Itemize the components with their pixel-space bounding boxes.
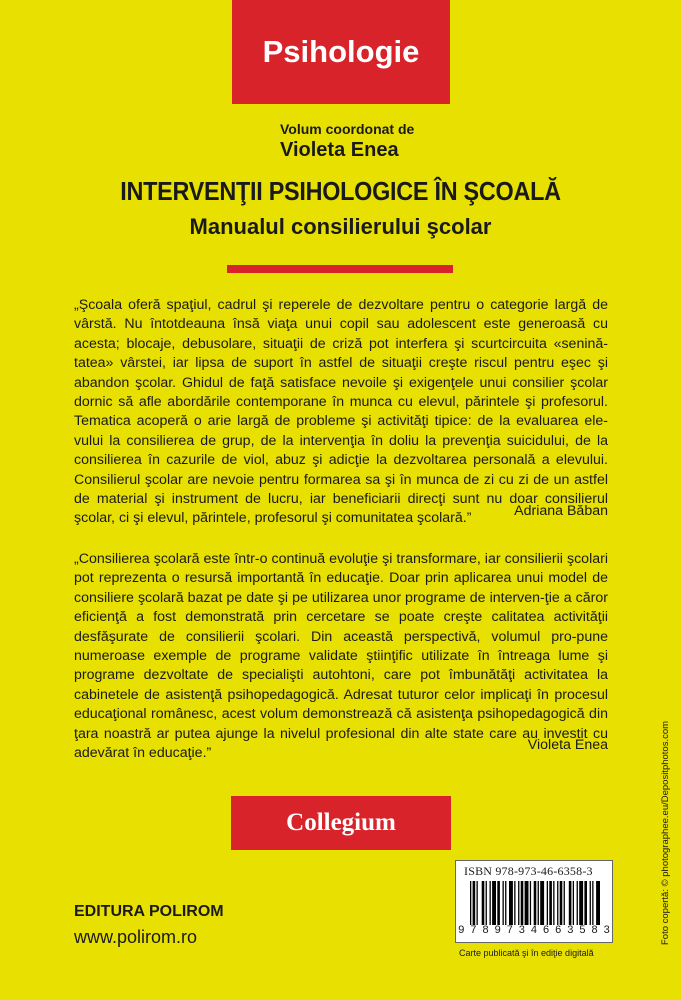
barcode-bar: [518, 881, 519, 925]
barcode-digit: 3: [603, 925, 610, 937]
barcode-digit: 7: [506, 925, 514, 937]
barcode-bar: [596, 881, 600, 925]
barcode-bar: [525, 881, 529, 925]
book-subtitle: Manualul consilierului şcolar: [189, 214, 492, 239]
barcode-bar: [590, 881, 591, 925]
coordinator-name: Violeta Enea: [280, 139, 399, 161]
isbn-barcode: [455, 860, 613, 943]
blurb-author-1: Adriana Băban: [514, 503, 608, 519]
barcode-bar: [569, 881, 572, 925]
barcode-bar: [584, 881, 587, 925]
barcode-bars: [470, 881, 602, 925]
book-title: INTERVENŢII PSIHOLOGICE ÎN ŞCOALĂ: [120, 176, 561, 206]
barcode-bar: [514, 881, 515, 925]
barcode-bar: [553, 881, 554, 925]
blurb-author-2: Violeta Enea: [527, 737, 608, 753]
barcode-digit: 9: [494, 925, 501, 937]
blurb-quote-2: „Consilierea şcolară este într-o continuă evoluţie şi transformare, iar consilierii şcolari pot reprezenta o resursă importantă în educaţie. Doar prin aplicarea unui model de consiliere şcolară bazat pe date şi pe utilizarea unor programe de interven-ţie a căror eficienţă a fost demonstrată prin cercetare se poate creşte calitatea activităţii desfăşurate de consilierii şcolari. Din această perspectivă, volumul pro-pune numeroase exemple de programe validate ştiinţific utilizate în întreaga lume şi programe dezvoltate de specialişti autohtoni, care pot îmbunătăţi activitatea la cabinetele de asistenţă psihopedagogică. Adresat tuturor celor implicaţi în procesul educaţional românesc, acest volum demonstrează că asistenţa psihopedagogică din ţara noastră ar putea ajunge la nivelul profesional din alte state care au investit cu adevărat în educaţie.”: [74, 551, 608, 762]
barcode-bar: [505, 881, 506, 925]
barcode-bar: [538, 881, 539, 925]
barcode-bar: [577, 881, 578, 925]
series-label-box: [232, 0, 450, 104]
barcode-digit: 3: [566, 925, 574, 937]
barcode-bar: [564, 881, 565, 925]
barcode-bar: [530, 881, 531, 925]
barcode-digit: 6: [554, 925, 562, 937]
barcode-bar: [509, 881, 513, 925]
barcode-bar: [592, 881, 593, 925]
series-label: Psihologie: [262, 34, 420, 69]
barcode-digits: [458, 925, 610, 937]
barcode-bar: [547, 881, 548, 925]
barcode-digit: 5: [579, 925, 586, 937]
barcode-bar: [557, 881, 558, 925]
barcode-digit: 4: [530, 925, 538, 937]
barcode-bar: [503, 881, 504, 925]
barcode-digit: 8: [482, 925, 489, 937]
barcode-digit: 9: [458, 925, 465, 937]
barcode-bar: [549, 881, 552, 925]
barcode-digit: 3: [518, 925, 526, 937]
barcode-bar: [490, 881, 491, 925]
barcode-bar: [492, 881, 496, 925]
barcode-bar: [497, 881, 500, 925]
title-divider: [227, 265, 453, 273]
barcode-bar: [560, 881, 563, 925]
digital-edition-note: Carte publicată şi în ediţie digitală: [459, 948, 594, 958]
barcode-bar: [534, 881, 537, 925]
publisher-name: EDITURA POLIROM: [74, 903, 224, 920]
barcode-bar: [470, 881, 471, 925]
barcode-bar: [473, 881, 476, 925]
barcode-bar: [573, 881, 574, 925]
publisher-website: www.polirom.ro: [74, 927, 198, 947]
isbn-label: ISBN 978-973-46-6358-3: [464, 864, 593, 878]
collection-label: Collegium: [286, 809, 396, 836]
barcode-digit: 7: [470, 925, 477, 937]
blurb-quote-1: „Şcoala oferă spaţiul, cadrul şi reperele de dezvoltare pentru o categorie largă de vârstă. Nu întotdeauna însă viaţa unui copil sau adolescent este generoasă cu acesta; blocaje, debusolare, situaţii de criză pot interfera şi scurtcircuita «senină-tatea» vârstei, iar lipsa de suport în astfel de situaţii creşte riscul pentru eşec şi abandon şcolar. Ghidul de faţă satisface nevoile şi exigenţele unui consilier şcolar dornic să afle abordările contemporane în munca cu elevul, părintele şi profesorul. Tematica acoperă o arie largă de probleme şi activităţi tipice: de la evaluarea ele-vului la consilierea de grup, de la intervenţia în doliu la prevenţia suicidului, de la consilierea în cazurile de viol, abuz şi adicţie la dezvoltarea personală a elevului. Consilierul şcolar are nevoie pentru formarea sa şi în munca de zi cu zi de un astfel de material şi instrument de lucru, iar beneficiarii direcţi sunt nu doar consilierul şcolar, ci şi elevul, părintele, profesorul şi comunitatea şcolară.”: [74, 297, 608, 527]
barcode-bar: [482, 881, 485, 925]
coordinator-label: Volum coordonat de: [280, 121, 415, 137]
barcode-bar: [579, 881, 583, 925]
barcode-digit: 8: [591, 925, 598, 937]
collection-logo: [231, 796, 451, 850]
barcode-bar: [477, 881, 478, 925]
barcode-bar: [486, 881, 487, 925]
barcode-bar: [540, 881, 544, 925]
photo-credit: Foto copertă: © photographee.eu/Depositphotos.com: [660, 720, 671, 945]
barcode-digit: 6: [542, 925, 550, 937]
barcode-bar: [521, 881, 524, 925]
